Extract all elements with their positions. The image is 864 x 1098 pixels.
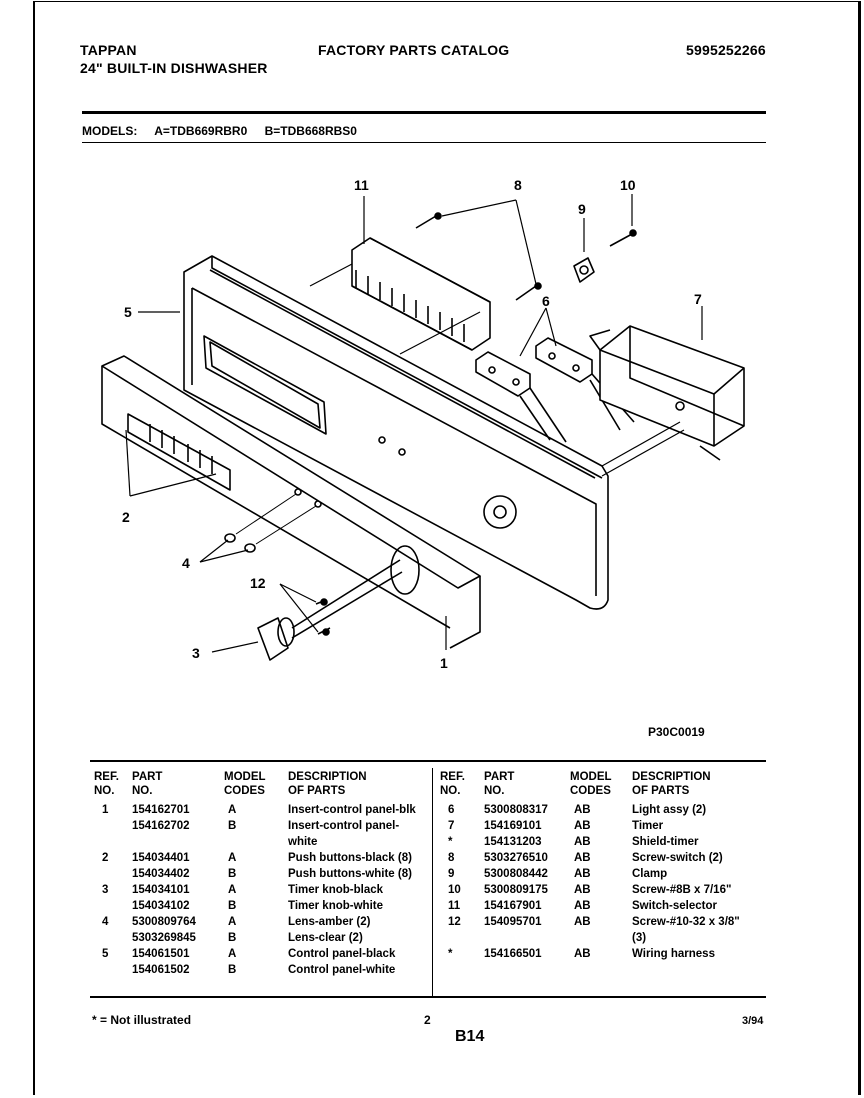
table-bottom-rule xyxy=(90,996,766,998)
header-model-codes: MODEL CODES xyxy=(570,771,612,797)
table-row: 12 154095701 AB Screw-#10-32 x 3/8" xyxy=(448,916,740,928)
selector-switch-drawing xyxy=(352,238,490,350)
table-row: 10 5300809175 AB Screw-#8B x 7/16" xyxy=(448,884,732,896)
callout-5: 5 xyxy=(124,304,132,320)
header-description: DESCRIPTION OF PARTS xyxy=(632,771,711,797)
header-rule xyxy=(82,111,766,114)
table-row: white xyxy=(288,836,318,848)
page-code: B14 xyxy=(455,1028,485,1045)
model-a: A=TDB669RBR0 xyxy=(154,124,248,138)
clamp-drawing xyxy=(574,230,636,282)
table-top-rule xyxy=(90,760,766,762)
table-row: 154034102 B Timer knob-white xyxy=(132,900,383,912)
table-row: 4 5300809764 A Lens-amber (2) xyxy=(102,916,371,928)
callout-6: 6 xyxy=(542,293,550,309)
table-row: 9 5300808442 AB Clamp xyxy=(448,868,668,880)
catalog-title: FACTORY PARTS CATALOG xyxy=(318,42,510,58)
table-row: 1 154162701 A Insert-control panel-blk xyxy=(102,804,416,816)
header-model-codes: MODEL CODES xyxy=(224,771,266,797)
table-row: 5303269845 B Lens-clear (2) xyxy=(132,932,363,944)
catalog-number: 5995252266 xyxy=(686,42,766,58)
brand-name: TAPPAN xyxy=(80,42,137,58)
callout-4: 4 xyxy=(182,555,190,571)
table-row: 6 5300808317 AB Light assy (2) xyxy=(448,804,707,816)
callout-12: 12 xyxy=(250,575,266,591)
table-header-row xyxy=(440,770,768,802)
header-part-no: PART NO. xyxy=(132,771,163,797)
exploded-parts-diagram xyxy=(80,160,800,720)
callout-8: 8 xyxy=(514,177,522,193)
table-row: 8 5303276510 AB Screw-switch (2) xyxy=(448,852,723,864)
table-row: (3) xyxy=(632,932,647,944)
table-row: 5 154061501 A Control panel-black xyxy=(102,948,396,960)
table-row: 154034402 B Push buttons-white (8) xyxy=(132,868,412,880)
callout-1: 1 xyxy=(440,655,448,671)
table-row: * 154131203 AB Shield-timer xyxy=(448,836,699,848)
diagram-code: P30C0019 xyxy=(648,725,705,739)
header-description: DESCRIPTION OF PARTS xyxy=(288,771,367,797)
header-ref-no: REF. NO. xyxy=(94,771,119,797)
table-header-row xyxy=(94,770,434,802)
page-number: 2 xyxy=(424,1013,431,1027)
model-b: B=TDB668RBS0 xyxy=(264,124,357,138)
models-rule xyxy=(82,142,766,143)
table-row: * 154166501 AB Wiring harness xyxy=(448,948,715,960)
callout-9: 9 xyxy=(578,201,586,217)
callout-2: 2 xyxy=(122,509,130,525)
product-name: 24" BUILT-IN DISHWASHER xyxy=(80,60,268,76)
table-row: 11 154167901 AB Switch-selector xyxy=(448,900,717,912)
table-row: 2 154034401 A Push buttons-black (8) xyxy=(102,852,412,864)
table-row: 7 154169101 AB Timer xyxy=(448,820,664,832)
header-ref-no: REF. NO. xyxy=(440,771,465,797)
footnote: * = Not illustrated xyxy=(92,1013,192,1027)
table-row: 154162702 B Insert-control panel- xyxy=(132,820,400,832)
table-row: 3 154034101 A Timer knob-black xyxy=(102,884,384,896)
parts-table-left xyxy=(94,770,434,978)
callout-10: 10 xyxy=(620,177,636,193)
header-part-no: PART NO. xyxy=(484,771,515,797)
callout-7: 7 xyxy=(694,291,702,307)
models-label: MODELS: xyxy=(82,124,138,138)
parts-table-right xyxy=(440,770,768,962)
timer-knob-drawing xyxy=(258,560,402,660)
revision-date: 3/94 xyxy=(742,1015,764,1027)
callout-3: 3 xyxy=(192,645,200,661)
models-line xyxy=(82,124,371,138)
callout-11: 11 xyxy=(354,177,369,193)
table-row: 154061502 B Control panel-white xyxy=(132,964,396,976)
